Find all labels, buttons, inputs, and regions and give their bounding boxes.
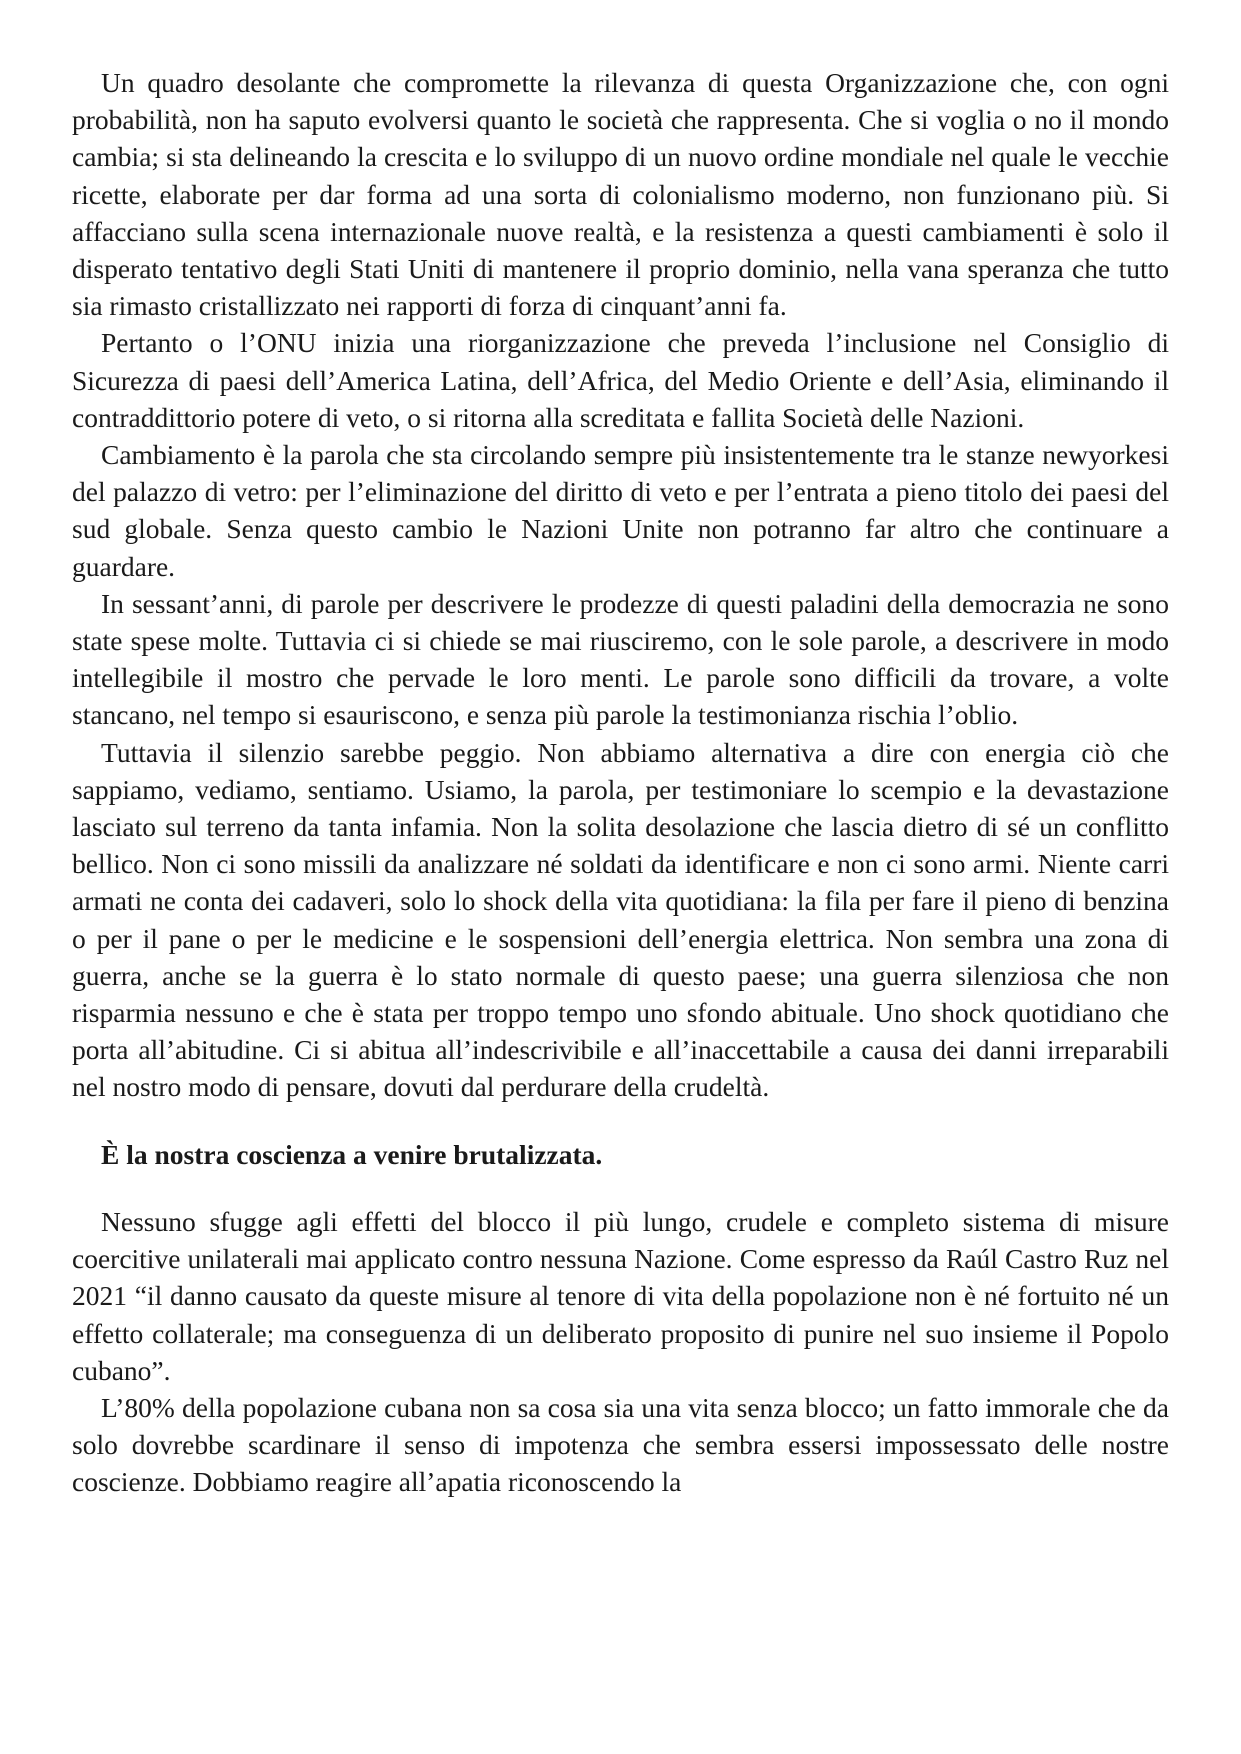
- paragraph-cambiamento: Cambiamento è la parola che sta circolando sempre più insistentemente tra le stanze newyorkesi del palazzo di vetro: per l’eliminazione del diritto di veto e per l’entrata a pieno titolo dei paesi del sud globale. Senza questo cambio le Nazioni Unite non potranno far altro che continuare a guardare.: [72, 439, 1169, 582]
- paragraph-silenzio: Tuttavia il silenzio sarebbe peggio. Non abbiamo alternativa a dire con energia ciò che sappiamo, vediamo, sentiamo. Usiamo, la parola, per testimoniare lo scempio e la devastazione lasciato sul terreno da tanta infamia. Non la solita desolazione che lascia dietro di sé un conflitto bellico. Non ci sono missili da analizzare né soldati da identificare e non ci sono armi. Niente carri armati ne conta dei cadaveri, solo lo shock della vita quotidiana: la fila per fare il pieno di benzina o per il pane o per le medicine e le sospensioni dell’energia elettrica. Non sembra una zona di guerra, anche se la guerra è lo stato normale di questo paese; una guerra silenziosa che non risparmia nessuno e che è stata per troppo tempo uno sfondo abituale. Uno shock quotidiano che porta all’abitudine. Ci si abitua all’indescrivibile e all’inaccettabile a causa dei danni irreparabili nel nostro modo di pensare, dovuti dal perdurare della crudeltà.: [72, 736, 1169, 1103]
- paragraph-nessuno-sfugge: Nessuno sfugge agli effetti del blocco il più lungo, crudele e completo sistema di misure coercitive unilaterali mai applicato contro nessuna Nazione. Come espresso da Raúl Castro Ruz nel 2021 “il danno causato da queste misure al tenore di vita della popolazione non è né fortuito né un effetto collaterale; ma conseguenza di un deliberato proposito di punire nel suo insieme il Popolo cubano”.: [72, 1205, 1169, 1386]
- paragraph-ottanta-percento: L’80% della popolazione cubana non sa cosa sia una vita senza blocco; un fatto immorale che da solo dovrebbe scardinare il senso di impotenza che sembra essersi impossessato delle nostre coscienze. Dobbiamo reagire all’apatia riconoscendo la: [72, 1391, 1169, 1498]
- paragraph-pertanto-onu: Pertanto o l’ONU inizia una riorganizzazione che preveda l’inclusione nel Consiglio di Sicurezza di paesi dell’America Latina, dell’Africa, del Medio Oriente e dell’Asia, eliminando il contraddittorio potere di veto, o si ritorna alla screditata e fallita Società delle Nazioni.: [72, 327, 1169, 433]
- paragraph-quadro-desolante: Un quadro desolante che compromette la rilevanza di questa Organizzazione che, con ogni probabilità, non ha saputo evolversi quanto le società che rappresenta. Che si voglia o no il mondo cambia; si sta delineando la crescita e lo sviluppo di un nuovo ordine mondiale nel quale le vecchie ricette, elaborate per dar forma ad una sorta di colonialismo moderno, non funzionano più. Si affacciano sulla scena internazionale nuove realtà, e la resistenza a questi cambiamenti è solo il disperato tentativo degli Stati Uniti di mantenere il proprio dominio, nella vana speranza che tutto sia rimasto cristallizzato nei rapporti di forza di cinquant’anni fa.: [72, 67, 1169, 322]
- section-heading: È la nostra coscienza a venire brutalizzata.: [101, 1138, 603, 1170]
- paragraph-sessant-anni: In sessant’anni, di parole per descrivere le prodezze di questi paladini della democrazia ne sono state spese molte. Tuttavia ci si chiede se mai riusciremo, con le sole parole, a descrivere in modo intellegibile il mostro che pervade le loro menti. Le parole sono difficili da trovare, a volte stancano, nel tempo si esauriscono, e senza più parole la testimonianza rischia l’oblio.: [72, 587, 1169, 731]
- document-page: [72, 64, 1169, 1501]
